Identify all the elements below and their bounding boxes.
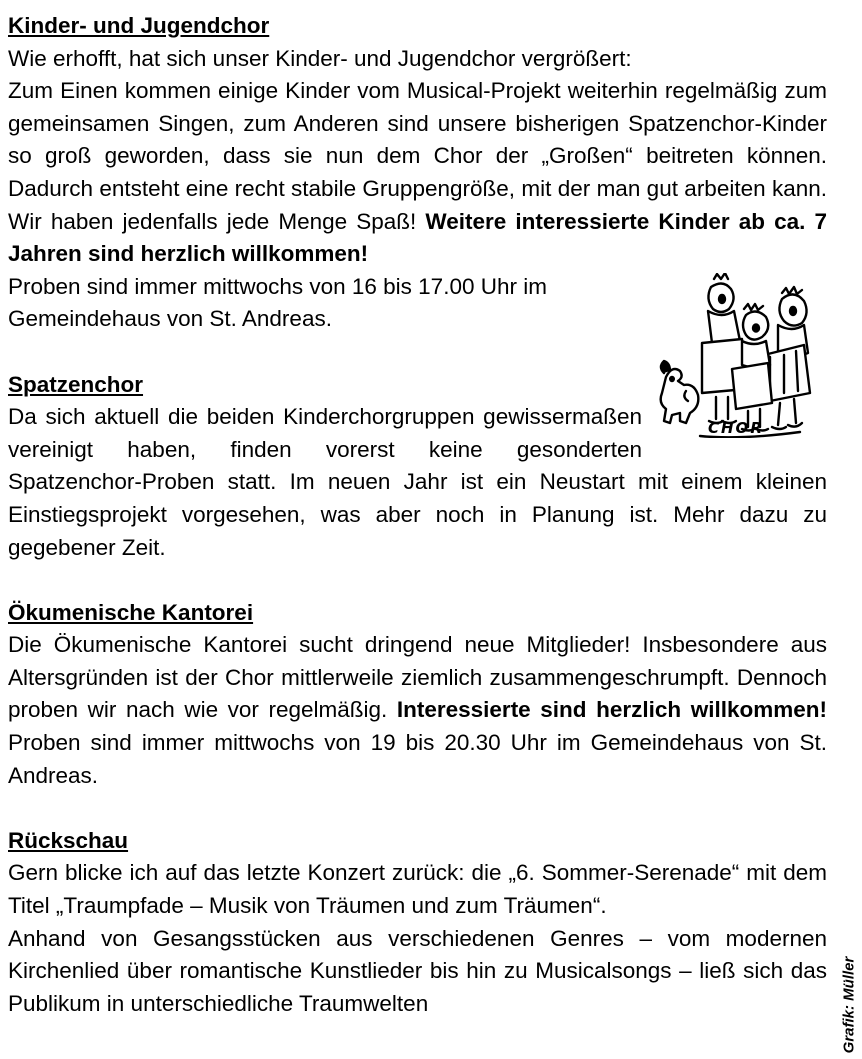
choir-illustration — [656, 273, 831, 438]
kantorei-bold-invitation: Interessierte sind herzlich willkommen! — [396, 697, 827, 723]
graphic-credit-text: Grafik: Müller — [840, 956, 858, 1054]
graphic-credit — [836, 955, 862, 1055]
paragraph-intro: Wie erhofft, hat sich unser Kinder- und Jugendchor vergrößert: — [8, 45, 632, 71]
kantorei-text-after: Proben sind immer mittwochs von 19 bis 20.30 Uhr im Gemeindehaus von St. Andreas. — [8, 730, 827, 788]
paragraph-body — [8, 75, 827, 271]
paragraph-spatzenchor: Da sich aktuell die beiden Kinderchorgruppen gewissermaßen vereinigt haben, finden vorerst keine gesonderten Spatzenchor-Proben statt. Im neuen Jahr ist ein Neustart mit einem kleinen Einstiegsprojekt vorgesehen, was aber noch in Planung ist. Mehr dazu zu gegebener Zeit. — [8, 404, 827, 560]
section-rueckschau — [8, 825, 827, 1021]
paragraph-kantorei — [8, 629, 827, 792]
body-text: Zum Einen kommen einige Kinder vom Musical-Projekt weiterhin regelmäßig zum gemeinsamen Singen, zum Anderen sind unsere bisherigen Spatzenchor-Kinder so groß geworden, dass sie nun dem Chor der „Großen“ beitreten können. Dadurch entsteht eine recht stabile Gruppengröße, mit der man gut arbeiten kann. Wir haben jedenfalls jede Menge Spaß! — [8, 78, 827, 234]
section-kinder-jugendchor — [8, 10, 827, 437]
section-kantorei — [8, 597, 827, 793]
kantorei-text: Die Ökumenische Kantorei sucht dringend neue Mitglieder! Insbesondere aus Altersgründen ist der Chor mittlerweile ziemlich zusammengeschrumpft. Dennoch proben wir nach wie vor regelmäßig. — [8, 632, 827, 723]
paragraph-rueckschau-1: Gern blicke ich auf das letzte Konzert zurück: die „6. Sommer-Serenade“ mit dem Titel „Traumpfade – Musik von Träumen und zum Träumen“. — [8, 860, 827, 919]
paragraph-rueckschau-2: Anhand von Gesangsstücken aus verschiedenen Genres – vom modernen Kirchenlied über romantische Kunstlieder bis hin zu Musicalsongs – ließ sich das Publikum in unterschiedliche Traumwelten — [8, 925, 827, 1016]
paragraph-rehearsal: Proben sind immer mittwochs von 16 bis 17.00 Uhr im Gemeindehaus von St. Andreas. — [8, 273, 547, 332]
body-bold-invitation: Weitere interessierte Kinder ab ca. 7 Jahren sind herzlich willkommen! — [8, 208, 827, 267]
section-title-rueckschau: Rückschau — [8, 827, 129, 853]
section-title-kantorei: Ökumenische Kantorei — [8, 599, 254, 625]
section-title-kinder: Kinder- und Jugendchor — [8, 13, 270, 38]
section-title-spatzenchor: Spatzenchor — [8, 371, 144, 397]
illustration-caption: CHOR — [708, 418, 764, 437]
document-page — [8, 10, 827, 1020]
